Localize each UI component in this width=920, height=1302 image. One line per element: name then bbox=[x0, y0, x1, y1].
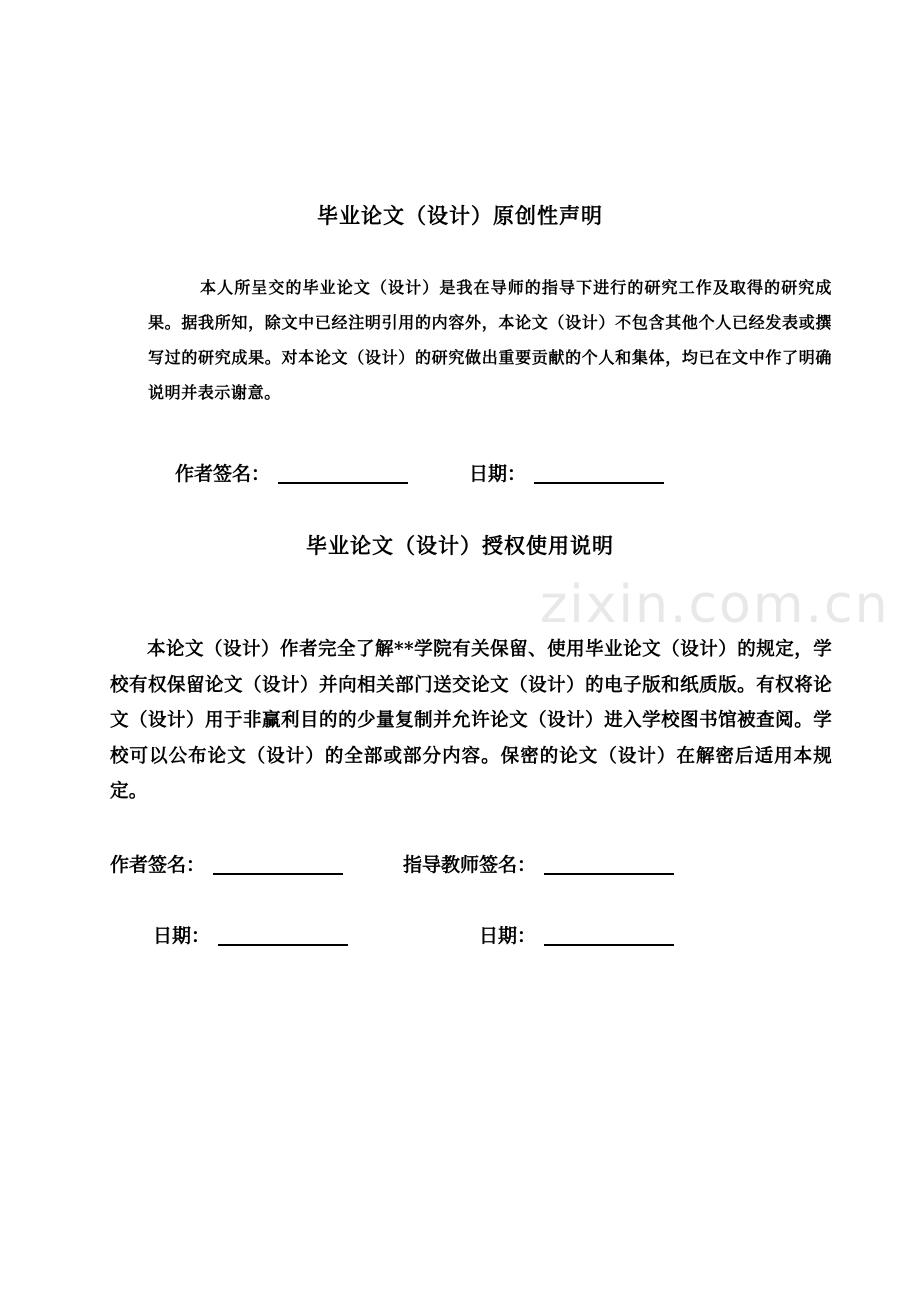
author-signature-line[interactable] bbox=[213, 873, 343, 875]
declaration-title: 毕业论文（设计）原创性声明 bbox=[317, 203, 603, 228]
date-label: 日期： bbox=[469, 463, 527, 485]
advisor-date-label: 日期： bbox=[479, 925, 537, 947]
declaration-date bbox=[469, 459, 664, 486]
authorization-body: 本论文（设计）作者完全了解**学院有关保留、使用毕业论文（设计）的规定，学校有权保留论文（设计）并向相关部门送交论文（设计）的电子版和纸质版。有权将论文（设计）用于非赢利目的的少量复制并允许论文（设计）进入学校图书馆被查阅。学校可以公布论文（设计）的全部或部分内容。保密的论文（设计）在解密后适用本规定。 bbox=[110, 639, 832, 802]
authorization-advisor-date bbox=[479, 921, 674, 948]
advisor-signature-label: 指导教师签名： bbox=[403, 854, 537, 876]
author-date-line[interactable] bbox=[218, 944, 348, 946]
advisor-date-line[interactable] bbox=[544, 944, 674, 946]
watermark: zixin.com.cn bbox=[540, 575, 890, 635]
author-date-label: 日期： bbox=[153, 925, 211, 947]
authorization-advisor-signature bbox=[403, 850, 674, 877]
author-signature-line[interactable] bbox=[278, 482, 408, 484]
authorization-author-signature bbox=[110, 850, 343, 877]
authorization-title: 毕业论文（设计）授权使用说明 bbox=[306, 533, 614, 558]
authorization-author-date bbox=[153, 921, 348, 948]
author-signature-label: 作者签名： bbox=[175, 463, 271, 485]
author-signature-label: 作者签名： bbox=[110, 854, 206, 876]
declaration-author-signature bbox=[175, 459, 408, 486]
advisor-signature-line[interactable] bbox=[544, 873, 674, 875]
date-line[interactable] bbox=[534, 482, 664, 484]
declaration-body: 本人所呈交的毕业论文（设计）是我在导师的指导下进行的研究工作及取得的研究成果。据我所知，除文中已经注明引用的内容外，本论文（设计）不包含其他个人已经发表或撰写过的研究成果。对本论文（设计）的研究做出重要贡献的个人和集体，均已在文中作了明确说明并表示谢意。 bbox=[148, 278, 832, 402]
